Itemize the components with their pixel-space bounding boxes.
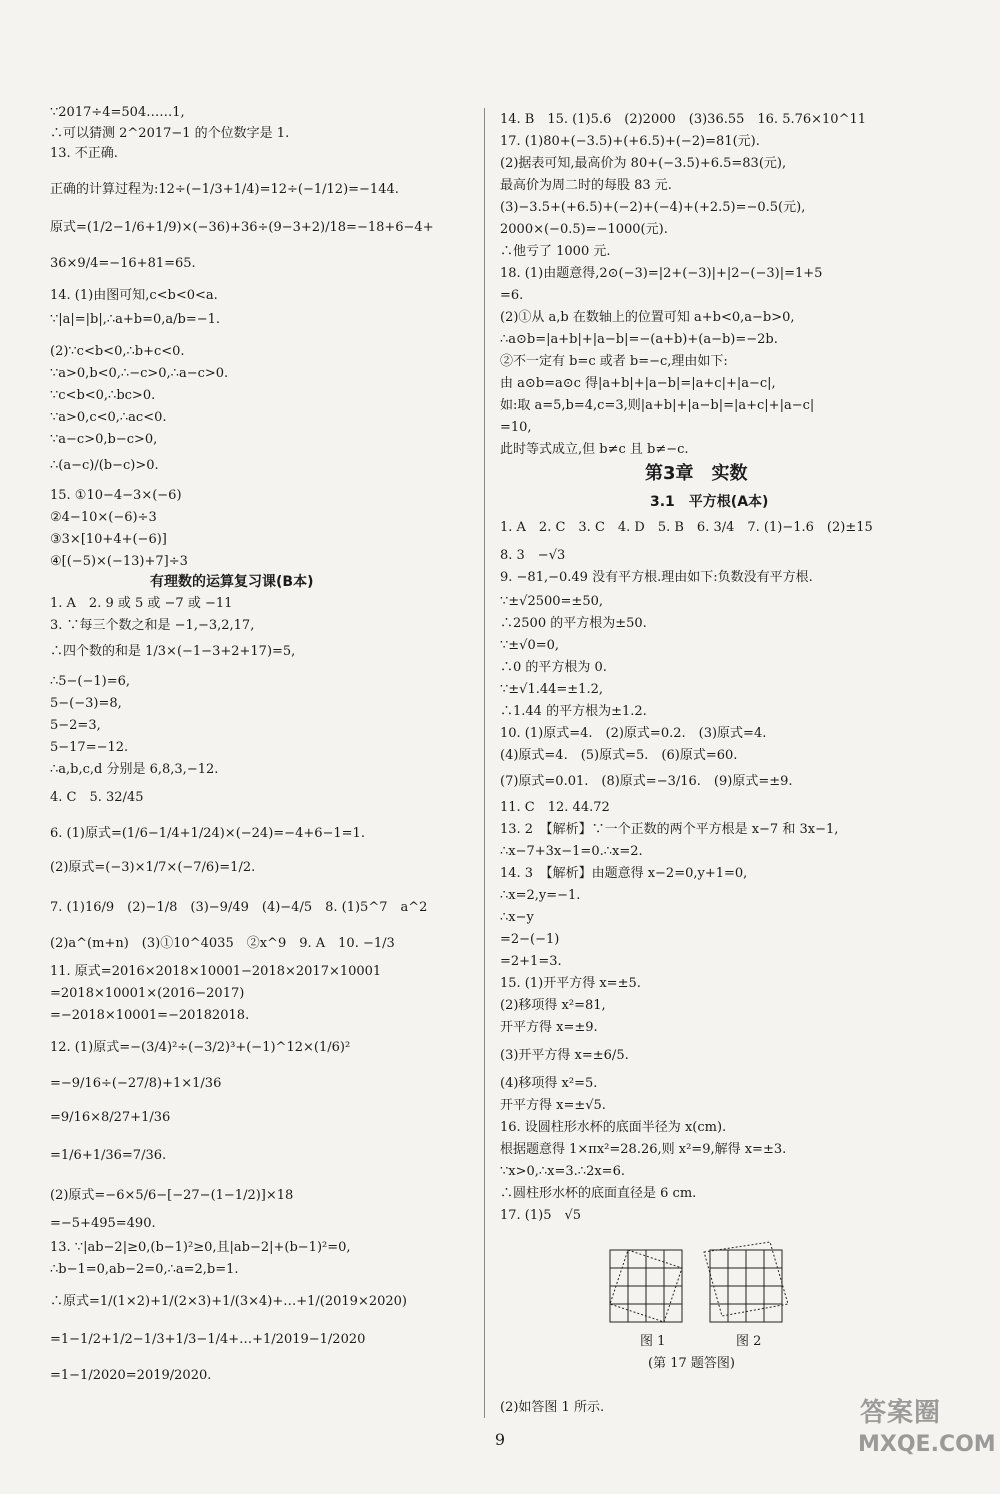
text-line: (2)a^(m+n) (3)①10^4035 ②x^9 9. A 10. −1/3 (50, 936, 395, 951)
text-line: 7. (1)16/9 (2)−1/8 (3)−9/49 (4)−4/5 8. (1)5^7 a^2 (50, 900, 428, 915)
text-line: =2+1=3. (500, 954, 562, 969)
text-line: 17. (1)80+(−3.5)+(+6.5)+(−2)=81(元). (500, 134, 760, 149)
text-line: 6. (1)原式=(1/6−1/4+1/24)×(−24)=−4+6−1=1. (50, 826, 365, 841)
text-line: (3)开平方得 x=±6/5. (500, 1048, 629, 1063)
answer-figure (600, 1240, 800, 1371)
text-line: 开平方得 x=±√5. (500, 1098, 606, 1113)
text-line: ∵a>0,c<0,∴ac<0. (50, 410, 167, 425)
text-line: 15. ①10−4−3×(−6) (50, 488, 182, 503)
page-number: 9 (494, 1430, 506, 1449)
text-line: 14. (1)由图可知,c<b<0<a. (50, 288, 218, 303)
text-line: =9/16×8/27+1/36 (50, 1110, 171, 1125)
text-line: ∵±√2500=±50, (500, 594, 603, 609)
text-line: 3. ∵每三个数之和是 −1,−3,2,17, (50, 618, 255, 633)
text-line: ∴x−7+3x−1=0.∴x=2. (500, 844, 643, 859)
text-line: ∵±√0=0, (500, 638, 560, 653)
text-line: (2)如答图 1 所示. (500, 1400, 605, 1415)
text-line: 原式=(1/2−1/6+1/9)×(−36)+36÷(9−3+2)/18=−18+6−4+ (50, 220, 434, 235)
text-line: ∴原式=1/(1×2)+1/(2×3)+1/(3×4)+…+1/(2019×2020) (50, 1294, 408, 1309)
text-line: ∴x=2,y=−1. (500, 888, 581, 903)
text-line: 最高价为周二时的每股 83 元. (500, 178, 672, 193)
text-line: ④[(−5)×(−13)+7]÷3 (50, 554, 188, 569)
text-line: 此时等式成立,但 b≠c 且 b≠−c. (500, 442, 689, 457)
text-line: ∴(a−c)/(b−c)>0. (50, 458, 159, 473)
text-line: =6. (500, 288, 524, 303)
text-line: 开平方得 x=±9. (500, 1020, 598, 1035)
text-line: 14. B 15. (1)5.6 (2)2000 (3)36.55 16. 5.76×10^11 (500, 112, 867, 127)
text-line: 11. 原式=2016×2018×10001−2018×2017×10001 (50, 964, 382, 979)
text-line: 9. −81,−0.49 没有平方根.理由如下:负数没有平方根. (500, 570, 813, 585)
text-line: 4. C 5. 32/45 (50, 790, 144, 805)
text-line: 14. 3 【解析】由题意得 x−2=0,y+1=0, (500, 866, 748, 881)
text-line: ∴他亏了 1000 元. (500, 244, 611, 259)
text-line: (2)据表可知,最高价为 80+(−3.5)+6.5=83(元), (500, 156, 787, 171)
text-line: 根据题意得 1×πx²=28.26,则 x²=9,解得 x=±3. (500, 1142, 787, 1157)
text-line: (2)∵c<b<0,∴b+c<0. (50, 344, 185, 359)
text-line: ∵|a|=|b|,∴a+b=0,a/b=−1. (50, 312, 221, 327)
text-line: 1. A 2. 9 或 5 或 −7 或 −11 (50, 596, 233, 611)
watermark-logo: 答案圈 (860, 1398, 942, 1428)
text-line: ∵x>0,∴x=3.∴2x=6. (500, 1164, 625, 1179)
chapter-title: 第3章 实数 (645, 463, 748, 484)
text-line: 36×9/4=−16+81=65. (50, 256, 196, 271)
text-line: =1−1/2+1/2−1/3+1/3−1/4+…+1/2019−1/2020 (50, 1332, 366, 1347)
text-line: =−5+495=490. (50, 1216, 156, 1231)
text-line: =10, (500, 420, 532, 435)
text-line: ∵2017÷4=504……1, (50, 105, 185, 120)
figure-2-label: 图 2 (736, 1334, 762, 1349)
text-line: 10. (1)原式=4. (2)原式=0.2. (3)原式=4. (500, 726, 767, 741)
text-line: =2018×10001×(2016−2017) (50, 986, 245, 1001)
text-line: (3)−3.5+(+6.5)+(−2)+(−4)+(+2.5)=−0.5(元), (500, 200, 806, 215)
text-line: 5−17=−12. (50, 740, 129, 755)
text-line: ∴b−1=0,ab−2=0,∴a=2,b=1. (50, 1262, 239, 1277)
text-line: 由 a⊙b=a⊙c 得|a+b|+|a−b|=|a+c|+|a−c|, (500, 376, 776, 391)
grid-figure (600, 1240, 800, 1340)
text-line: (7)原式=0.01. (8)原式=−3/16. (9)原式=±9. (500, 774, 793, 789)
text-line: 5−2=3, (50, 718, 101, 733)
text-line: 18. (1)由题意得,2⊙(−3)=|2+(−3)|+|2−(−3)|=1+5 (500, 266, 823, 281)
text-line: (2)①从 a,b 在数轴上的位置可知 a+b<0,a−b>0, (500, 310, 795, 325)
text-line: ∴x−y (500, 910, 534, 925)
text-line: ∴2500 的平方根为±50. (500, 616, 647, 631)
text-line: 1. A 2. C 3. C 4. D 5. B 6. 3/4 7. (1)−1.6 (2)±15 (500, 520, 873, 535)
text-line: 如:取 a=5,b=4,c=3,则|a+b|+|a−b|=|a+c|+|a−c| (500, 398, 815, 413)
text-line: 12. (1)原式=−(3/4)²÷(−3/2)³+(−1)^12×(1/6)² (50, 1040, 351, 1055)
text-line: 13. 2 【解析】∵一个正数的两个平方根是 x−7 和 3x−1, (500, 822, 839, 837)
text-line: ②不一定有 b=c 或者 b=−c,理由如下: (500, 354, 728, 369)
text-line: ∵c<b<0,∴bc>0. (50, 388, 156, 403)
text-line: =1/6+1/36=7/36. (50, 1148, 167, 1163)
text-line: 16. 设圆柱形水杯的底面半径为 x(cm). (500, 1120, 727, 1135)
text-line: 8. 3 −√3 (500, 548, 566, 563)
text-line: ∵±√1.44=±1.2, (500, 682, 603, 697)
text-line: ∴0 的平方根为 0. (500, 660, 607, 675)
text-line: =−2018×10001=−20182018. (50, 1008, 250, 1023)
text-line: 11. C 12. 44.72 (500, 800, 610, 815)
text-line: (2)移项得 x²=81, (500, 998, 606, 1013)
section-heading: 有理数的运算复习课(B本) (150, 574, 314, 590)
text-line: ∴5−(−1)=6, (50, 674, 131, 689)
text-line: =−9/16÷(−27/8)+1×1/36 (50, 1076, 222, 1091)
text-line: ∵a>0,b<0,∴−c>0,∴a−c>0. (50, 366, 229, 381)
text-line: ③3×[10+4+(−6)] (50, 532, 167, 547)
text-line: 正确的计算过程为:12÷(−1/3+1/4)=12÷(−1/12)=−144. (50, 182, 399, 197)
figure-caption: (第 17 题答图) (648, 1356, 735, 1371)
text-line: ∴a⊙b=|a+b|+|a−b|=−(a+b)+(a−b)=−2b. (500, 332, 778, 347)
text-line: ②4−10×(−6)÷3 (50, 510, 157, 525)
section-heading: 3.1 平方根(A本) (650, 494, 769, 510)
text-line: 5−(−3)=8, (50, 696, 122, 711)
text-line: =2−(−1) (500, 932, 560, 947)
column-divider (484, 108, 485, 1418)
text-line: ∵a−c>0,b−c>0, (50, 432, 158, 447)
text-line: 17. (1)5 √5 (500, 1208, 582, 1223)
figure-1-label: 图 1 (640, 1334, 666, 1349)
text-line: 13. 不正确. (50, 146, 118, 161)
text-line: ∴1.44 的平方根为±1.2. (500, 704, 647, 719)
watermark-url: MXQE.COM (858, 1432, 996, 1457)
text-line: (4)原式=4. (5)原式=5. (6)原式=60. (500, 748, 738, 763)
text-line: 15. (1)开平方得 x=±5. (500, 976, 641, 991)
text-line: =1−1/2020=2019/2020. (50, 1368, 212, 1383)
text-line: (4)移项得 x²=5. (500, 1076, 598, 1091)
text-line: 2000×(−0.5)=−1000(元). (500, 222, 668, 237)
text-line: 13. ∵|ab−2|≥0,(b−1)²≥0,且|ab−2|+(b−1)²=0, (50, 1240, 351, 1255)
text-line: ∴圆柱形水杯的底面直径是 6 cm. (500, 1186, 697, 1201)
text-line: (2)原式=−6×5/6−[−27−(1−1/2)]×18 (50, 1188, 294, 1203)
text-line: (2)原式=(−3)×1/7×(−7/6)=1/2. (50, 860, 256, 875)
text-line: ∴可以猜测 2^2017−1 的个位数字是 1. (50, 126, 290, 141)
text-line: ∴a,b,c,d 分别是 6,8,3,−12. (50, 762, 219, 777)
text-line: ∴四个数的和是 1/3×(−1−3+2+17)=5, (50, 644, 296, 659)
